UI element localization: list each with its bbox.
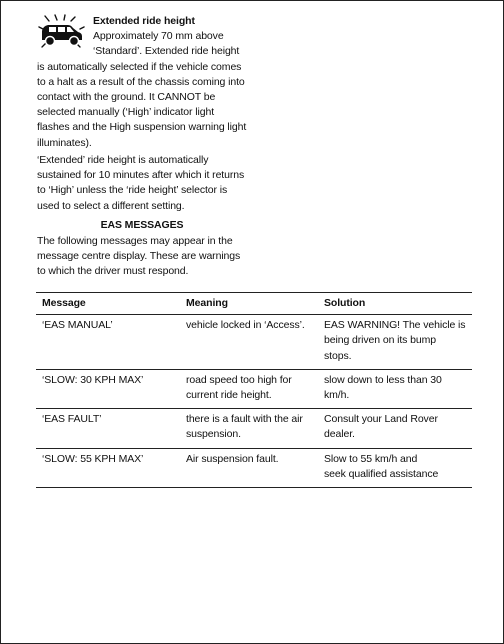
meaning-cell [180, 315, 318, 370]
column-header-meaning: Meaning [180, 293, 318, 315]
solution-cell [318, 369, 472, 408]
eas-messages-heading: EAS MESSAGES [100, 219, 184, 231]
body-line: ‘Standard’. Extended ride height [93, 45, 240, 58]
message-cell: ‘SLOW: 55 KPH MAX’ [36, 448, 180, 487]
message-cell: ‘EAS FAULT’ [36, 409, 180, 448]
solution-line: being driven on its bump stops. [324, 334, 437, 362]
meaning-line: current ride height. [186, 389, 272, 402]
solution-cell [318, 409, 472, 448]
meaning-line: suspension. [186, 428, 241, 441]
table-row [36, 409, 472, 448]
meaning-cell [180, 369, 318, 408]
body-line: illuminates). [37, 136, 92, 149]
meaning-cell [180, 409, 318, 448]
extended-ride-height-section [37, 14, 247, 151]
meaning-line: there is a fault with the air [186, 413, 303, 426]
table-row [36, 315, 472, 370]
solution-cell [318, 315, 472, 370]
body-line: to ‘High’ unless the ‘ride height’ selector is [37, 184, 228, 197]
meaning-line: Air suspension fault. [186, 452, 279, 465]
body-line: message centre display. These are warnings [37, 250, 241, 263]
body-line: Approximately 70 mm above [93, 30, 224, 43]
body-line: contact with the ground. It CANNOT be [37, 91, 216, 104]
solution-line: slow down to less than 30 km/h. [324, 373, 442, 402]
solution-line: Slow to 55 km/h and [324, 452, 418, 465]
section-heading: Extended ride height [93, 15, 195, 27]
column-header-message: Message [36, 293, 180, 315]
body-line: selected manually (‘High’ indicator light [37, 106, 215, 119]
body-line: used to select a different setting. [37, 199, 185, 212]
meaning-line: road speed too high for [186, 373, 292, 386]
body-line: flashes and the High suspension warning light [37, 121, 247, 134]
solution-cell [318, 448, 472, 487]
solution-line: EAS WARNING! The vehicle is [324, 319, 466, 332]
body-line: ‘Extended’ ride height is automatically [37, 154, 209, 166]
body-line: to a halt as a result of the chassis coming into [37, 75, 245, 88]
eas-messages-table [36, 292, 472, 488]
table-row [36, 448, 472, 487]
solution-line: seek qualified assistance [324, 467, 439, 480]
message-cell: ‘EAS MANUAL’ [36, 315, 180, 370]
body-line: The following messages may appear in the [37, 235, 233, 247]
table-row [36, 369, 472, 408]
eas-intro-paragraph [37, 234, 247, 280]
body-line: sustained for 10 minutes after which it returns [37, 169, 245, 182]
message-cell: ‘SLOW: 30 KPH MAX’ [36, 369, 180, 408]
table-header-row [36, 293, 472, 315]
column-header-solution: Solution [318, 293, 472, 315]
meaning-line: vehicle locked in ‘Access’. [186, 319, 305, 332]
body-line: is automatically selected if the vehicle comes [37, 60, 242, 73]
solution-line: Consult your Land Rover dealer. [324, 413, 438, 441]
body-line: to which the driver must respond. [37, 265, 189, 278]
extended-sustain-paragraph [37, 153, 247, 214]
meaning-cell [180, 448, 318, 487]
